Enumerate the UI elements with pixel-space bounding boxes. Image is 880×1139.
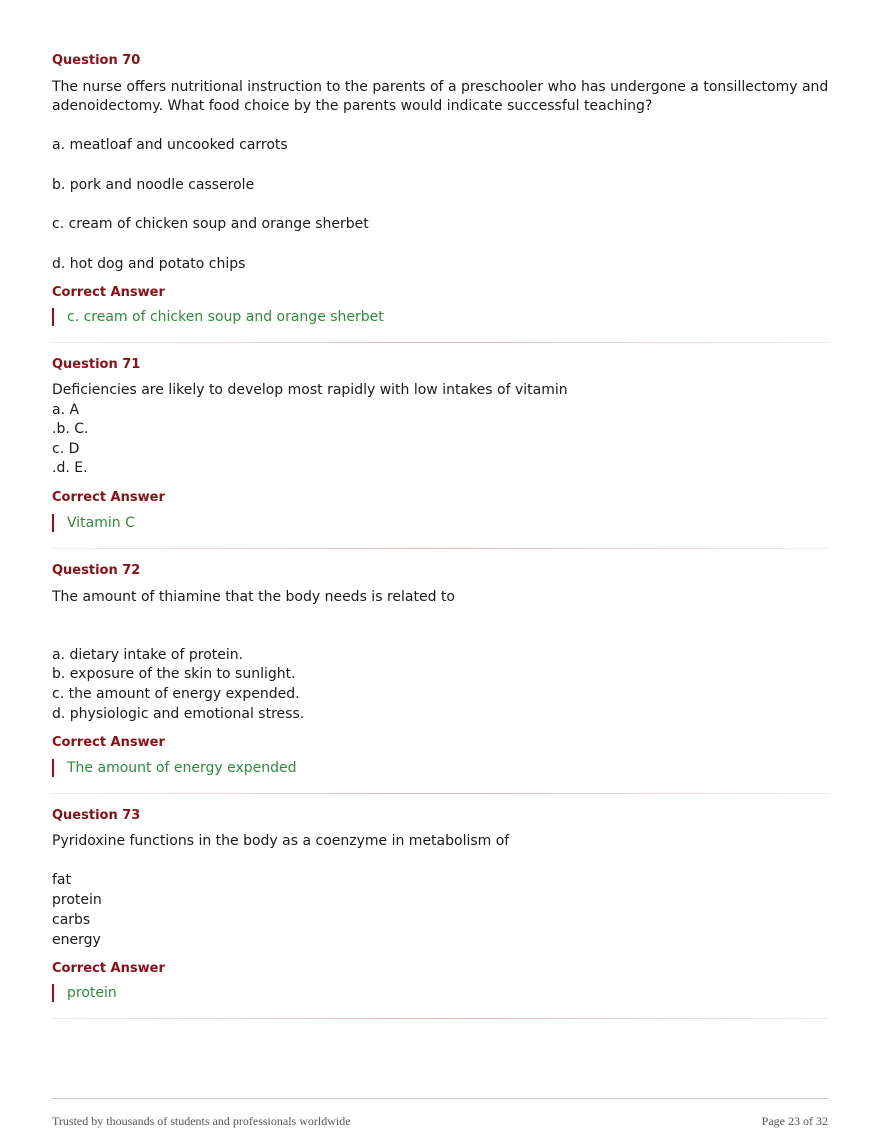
divider	[52, 793, 828, 794]
option: protein	[52, 892, 102, 908]
footer-tagline: Trusted by thousands of students and professionals worldwide	[52, 1114, 351, 1128]
question-title: Question 71	[52, 357, 141, 372]
correct-answer-label: Correct Answer	[52, 285, 165, 300]
question-title: Question 73	[52, 808, 141, 823]
question-text: Pyridoxine functions in the body as a coenzyme in metabolism of	[52, 833, 510, 849]
option: fat	[52, 872, 71, 888]
correct-answer: c. cream of chicken soup and orange sherbet	[67, 309, 384, 325]
option: carbs	[52, 912, 91, 928]
correct-answer: protein	[67, 985, 117, 1001]
option: d. physiologic and emotional stress.	[52, 706, 305, 722]
option: c. cream of chicken soup and orange sherbet	[52, 216, 369, 232]
option: a. dietary intake of protein.	[52, 647, 244, 663]
correct-answer-label: Correct Answer	[52, 961, 165, 976]
answer-accent-bar	[52, 759, 54, 777]
option: c. D	[52, 441, 80, 457]
divider	[52, 1018, 828, 1019]
question-text: adenoidectomy. What food choice by the parents would indicate successful teaching?	[52, 98, 653, 114]
question-title: Question 70	[52, 53, 141, 68]
option: a. meatloaf and uncooked carrots	[52, 137, 288, 153]
answer-accent-bar	[52, 308, 54, 326]
question-text: The nurse offers nutritional instruction to the parents of a preschooler who has undergone a tonsillectomy and	[52, 79, 829, 95]
option: c. the amount of energy expended.	[52, 686, 300, 702]
divider	[52, 548, 828, 549]
correct-answer-label: Correct Answer	[52, 735, 165, 750]
page-number: Page 23 of 32	[761, 1114, 828, 1128]
option: .d. E.	[52, 460, 88, 476]
option: .b. C.	[52, 421, 89, 437]
correct-answer: Vitamin C	[67, 515, 135, 531]
divider	[52, 342, 828, 343]
question-text: Deficiencies are likely to develop most rapidly with low intakes of vitamin	[52, 382, 568, 398]
option: d. hot dog and potato chips	[52, 256, 246, 272]
question-text: The amount of thiamine that the body needs is related to	[52, 589, 455, 605]
option: b. exposure of the skin to sunlight.	[52, 666, 296, 682]
answer-accent-bar	[52, 514, 54, 532]
correct-answer-label: Correct Answer	[52, 490, 165, 505]
question-title: Question 72	[52, 563, 141, 578]
correct-answer: The amount of energy expended	[67, 760, 297, 776]
footer-divider	[52, 1098, 828, 1099]
answer-accent-bar	[52, 984, 54, 1002]
option: energy	[52, 932, 101, 948]
option: b. pork and noodle casserole	[52, 177, 255, 193]
option: a. A	[52, 402, 80, 418]
